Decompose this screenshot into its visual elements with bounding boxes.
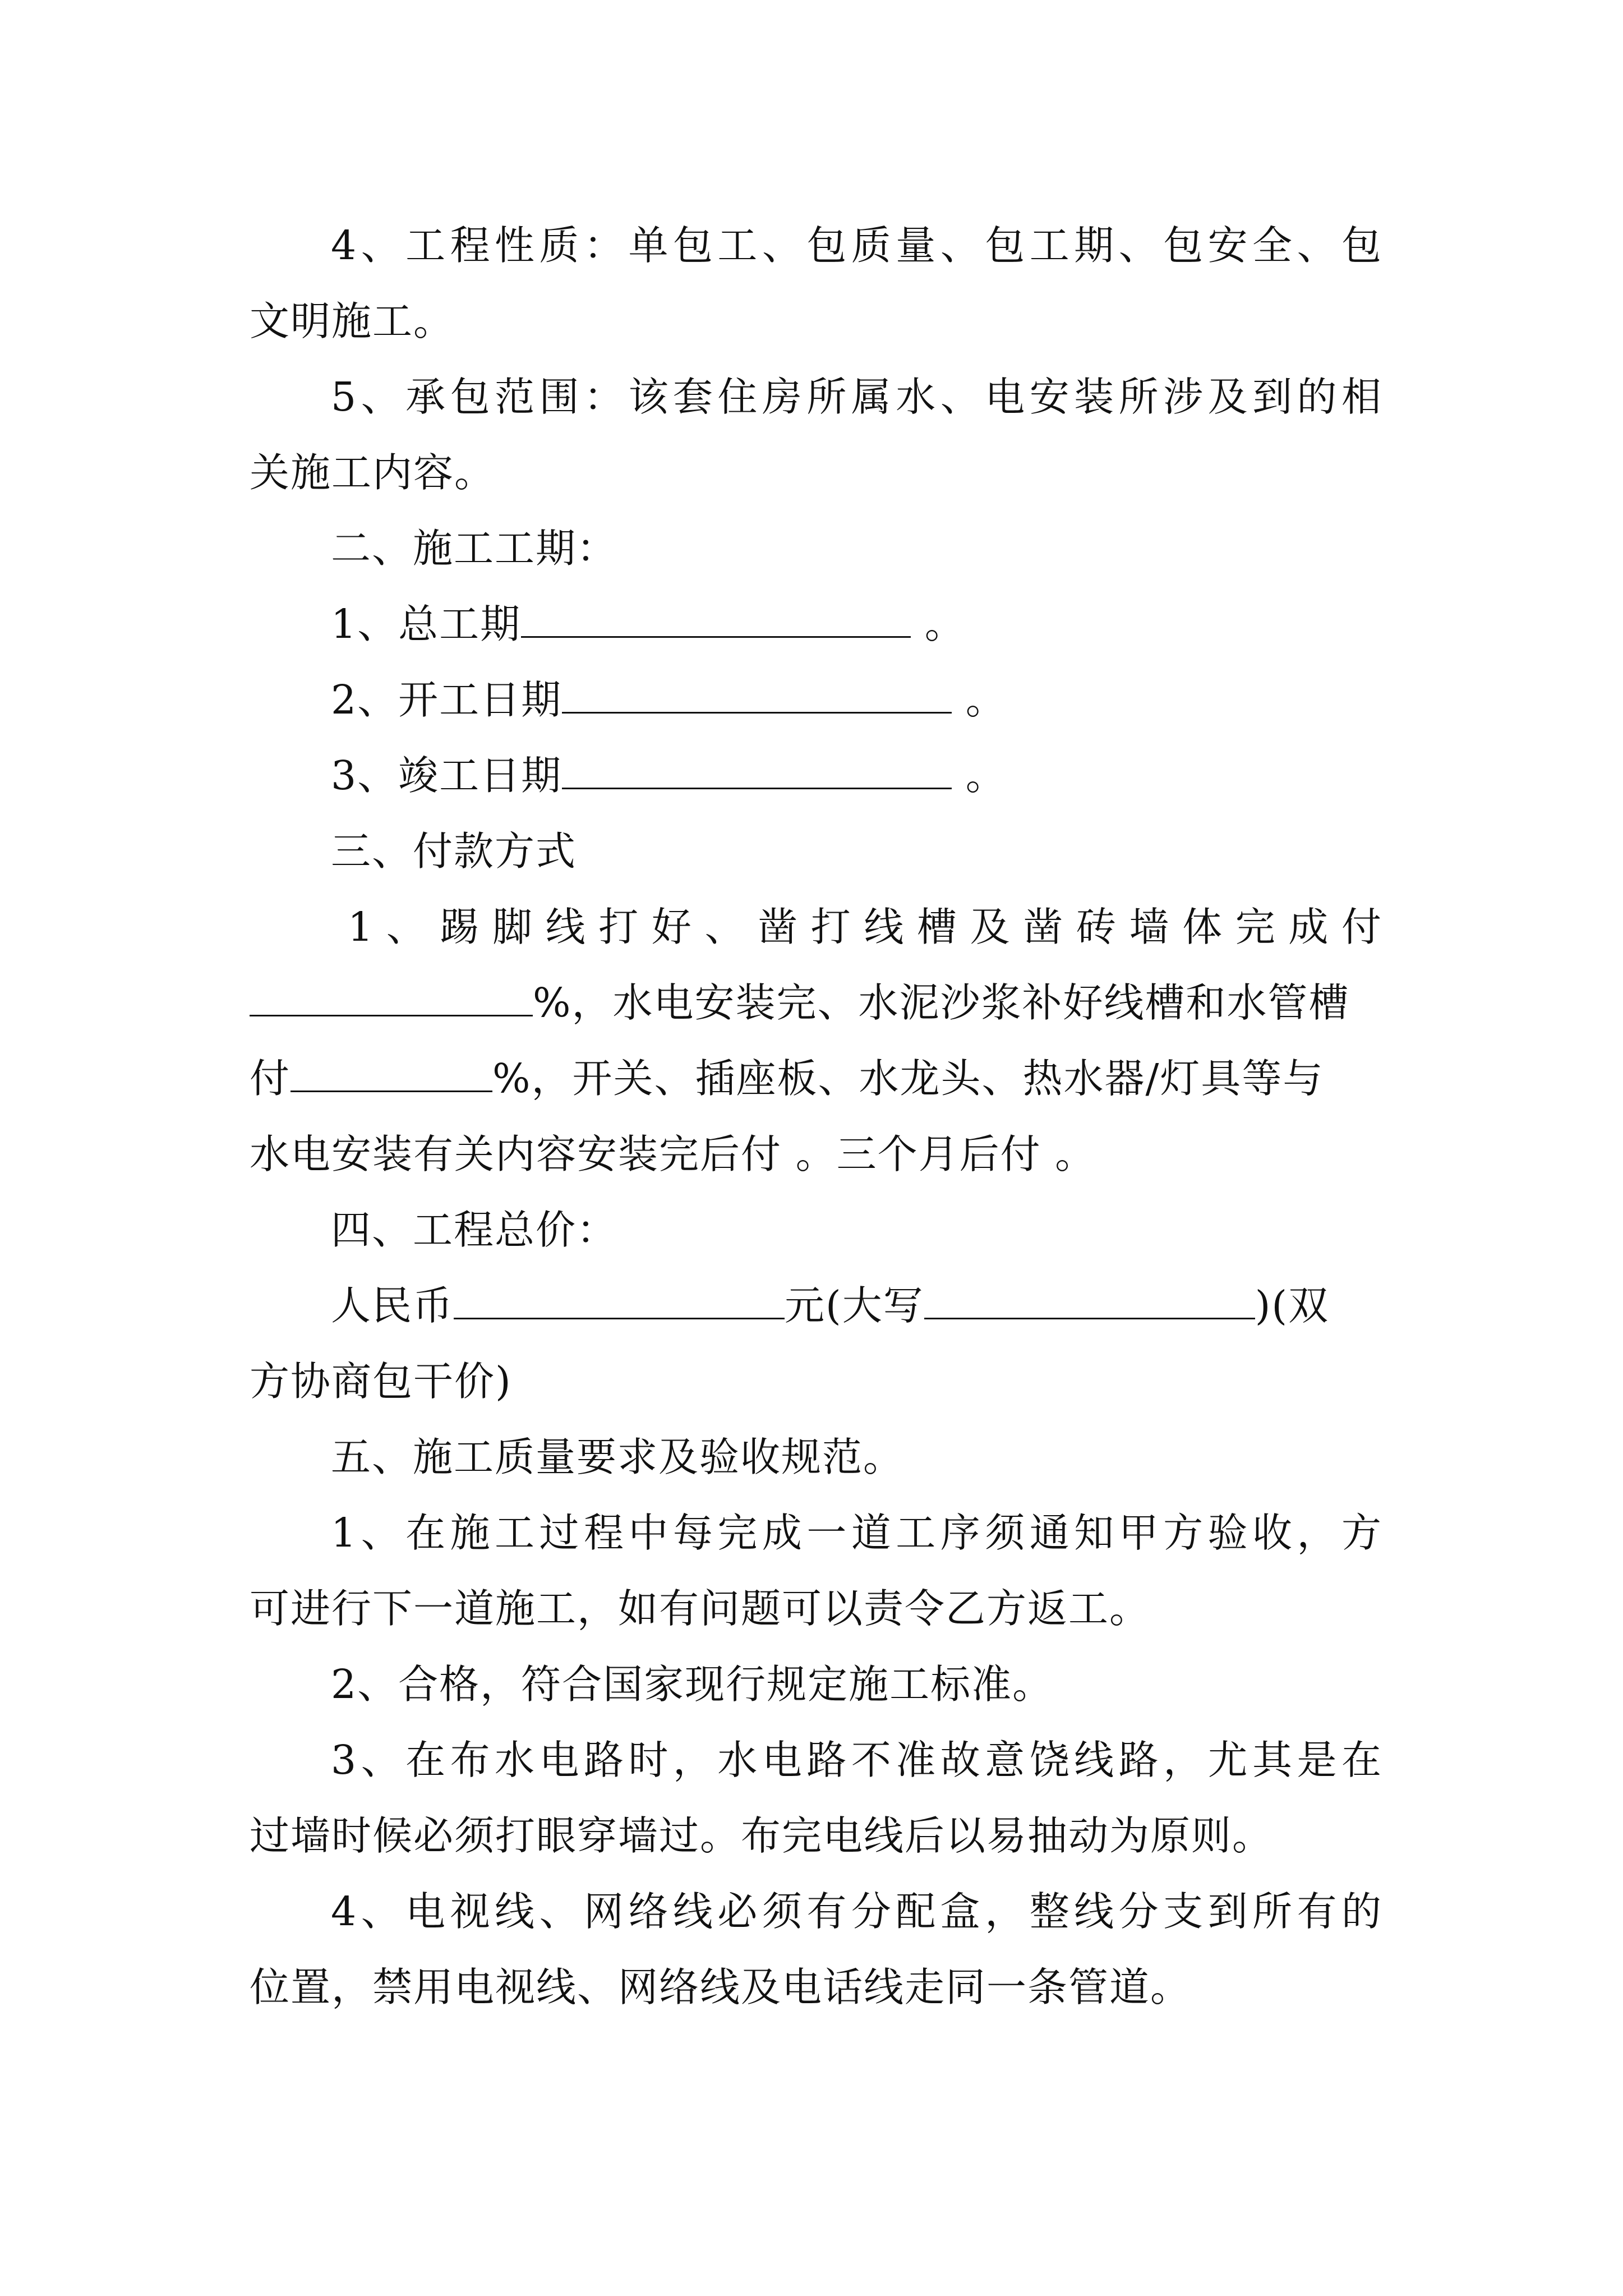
total-duration-blank [521, 602, 911, 638]
rmb-amount-blank [454, 1284, 785, 1319]
payment-line-2 [250, 976, 1349, 1030]
start-date-blank [562, 678, 952, 714]
uppercase-amount-blank [924, 1284, 1255, 1319]
quality-1-line-2: 可进行下一道施工，如有问题可以责令乙方返工。 [250, 1585, 1151, 1632]
rmb-label: 人民币 [331, 1282, 454, 1329]
payment-blank-2 [291, 1057, 492, 1092]
item-4-line-1: 4、工程性质：单包工、包质量、包工期、包安全、包 [331, 222, 1382, 269]
total-price-end: )(双 [1255, 1282, 1330, 1329]
payment-line-3-start: 付 [250, 1055, 291, 1102]
payment-blank-1 [250, 981, 533, 1016]
section-5-heading: 五、施工质量要求及验收规范。 [331, 1434, 905, 1480]
quality-2: 2、合格，符合国家现行规定施工标准。 [331, 1661, 1054, 1708]
completion-date-label: 3、竣工日期 [331, 752, 562, 799]
section-3-heading: 三、付款方式 [331, 828, 577, 875]
payment-line-3 [250, 1052, 1324, 1106]
payment-line-4: 水电安装有关内容安装完后付 。三个月后付 。 [250, 1131, 1096, 1177]
section-2-heading: 二、施工工期： [331, 525, 618, 572]
total-price-line-2: 方协商包干价) [250, 1358, 512, 1405]
item-5-line-1: 5、承包范围：该套住房所属水、电安装所涉及到的相 [331, 374, 1382, 420]
quality-1-line-1: 1、在施工过程中每完成一道工序须通知甲方验收，方 [331, 1510, 1382, 1556]
completion-date-blank [562, 754, 952, 789]
start-date-end: 。 [952, 677, 1007, 723]
item-4-line-2: 文明施工。 [250, 298, 455, 344]
total-price-line [331, 1279, 1329, 1333]
yuan-uppercase-label: 元(大写 [785, 1282, 924, 1329]
quality-4-line-2: 位置，禁用电视线、网络线及电话线走同一条管道。 [250, 1964, 1192, 2010]
completion-date-line [331, 749, 1007, 803]
quality-3-line-1: 3、在布水电路时，水电路不准故意饶线路，尤其是在 [331, 1737, 1382, 1783]
start-date-line [331, 673, 1007, 727]
start-date-label: 2、开工日期 [331, 677, 562, 723]
total-duration-end: 。 [911, 601, 966, 647]
payment-line-1: 1、踢脚线打好、凿打线槽及凿砖墙体完成付 [348, 904, 1382, 950]
total-duration-line [331, 597, 966, 651]
item-5-line-2: 关施工内容。 [250, 449, 496, 496]
payment-line-3-text: %，开关、插座板、水龙头、热水器/灯具等与 [492, 1055, 1324, 1102]
total-duration-label: 1、总工期 [331, 601, 522, 647]
quality-4-line-1: 4、电视线、网络线必须有分配盒，整线分支到所有的 [331, 1888, 1382, 1935]
quality-3-line-2: 过墙时候必须打眼穿墙过。布完电线后以易抽动为原则。 [250, 1812, 1274, 1859]
completion-date-end: 。 [952, 752, 1007, 799]
section-4-heading: 四、工程总价： [331, 1207, 618, 1253]
payment-line-2-text: %，水电安装完、水泥沙浆补好线槽和水管槽 [533, 979, 1350, 1026]
